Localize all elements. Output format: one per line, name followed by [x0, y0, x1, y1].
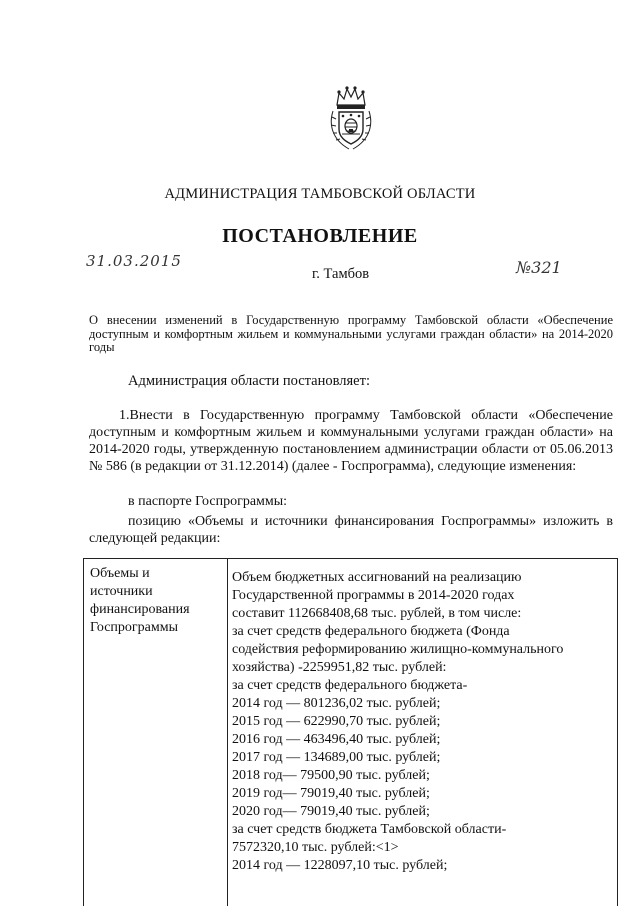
document-subject: О внесении изменений в Государственную программу Тамбовской области «Обеспечение доступным и комфортным жильем и коммунальными услугами граждан области» на 2014-2020 годы: [89, 313, 613, 354]
table-right-line: хозяйства) -2259951,82 тыс. рублей:: [232, 660, 447, 675]
table-right-line: Государственной программы в 2014-2020 годах: [232, 588, 515, 603]
table-left-line: финансирования: [90, 602, 190, 617]
table-right-line: составит 112668408,68 тыс. рублей, в том числе:: [232, 606, 522, 621]
table-right-line: 7572320,10 тыс. рублей:<1>: [232, 840, 399, 855]
resolution-intro: Администрация области постановляет:: [128, 373, 370, 389]
table-right-line: за счет средств федерального бюджета (Фонда: [232, 624, 510, 639]
table-column-divider: [227, 559, 228, 906]
paragraph-3: позицию «Объемы и источники финансирования Госпрограммы» изложить в следующей редакции:: [89, 514, 613, 546]
organization-title: АДМИНИСТРАЦИЯ ТАМБОВСКОЙ ОБЛАСТИ: [164, 186, 476, 202]
table-right-line: 2020 год— 79019,40 тыс. рублей;: [232, 804, 430, 819]
table-left-cell: [90, 565, 225, 637]
document-type-title: ПОСТАНОВЛЕНИЕ: [222, 225, 418, 247]
table-right-line: за счет средств бюджета Тамбовской области-: [232, 822, 507, 837]
table-right-line: за счет средств федерального бюджета-: [232, 678, 468, 693]
table-left-line: Объемы и: [90, 566, 150, 581]
table-right-line: содействия реформированию жилищно-коммунального: [232, 642, 564, 657]
coat-of-arms-emblem: [327, 83, 375, 153]
table-right-line: Объем бюджетных ассигнований на реализацию: [232, 570, 522, 585]
table-left-line: Госпрограммы: [90, 620, 178, 635]
table-left-line: источники: [90, 584, 153, 599]
document-city: г. Тамбов: [312, 266, 370, 282]
table-right-line: 2018 год— 79500,90 тыс. рублей;: [232, 768, 430, 783]
table-right-cell: [232, 569, 612, 875]
document-date-handwritten: 31.03.2015: [86, 252, 182, 270]
paragraph-1: 1.Внести в Государственную программу Тамбовской области «Обеспечение доступным и комфортным жильем и коммунальными услугами граждан области» на 2014-2020 годы, утвержденную постановлением администрации области от 05.06.2013 № 586 (в редакции от 31.12.2014) (далее - Госпрограмма), следующие изменения:: [89, 408, 613, 474]
table-right-line: 2016 год — 463496,40 тыс. рублей;: [232, 732, 441, 747]
paragraph-2: в паспорте Госпрограммы:: [128, 494, 288, 509]
document-number-handwritten: №321: [516, 258, 562, 277]
table-right-line: 2019 год— 79019,40 тыс. рублей;: [232, 786, 430, 801]
table-right-line: 2017 год — 134689,00 тыс. рублей;: [232, 750, 441, 765]
table-right-line: 2015 год — 622990,70 тыс. рублей;: [232, 714, 441, 729]
table-right-line: 2014 год — 801236,02 тыс. рублей;: [232, 696, 441, 711]
table-right-line: 2014 год — 1228097,10 тыс. рублей;: [232, 858, 448, 873]
financing-table: [83, 558, 618, 906]
